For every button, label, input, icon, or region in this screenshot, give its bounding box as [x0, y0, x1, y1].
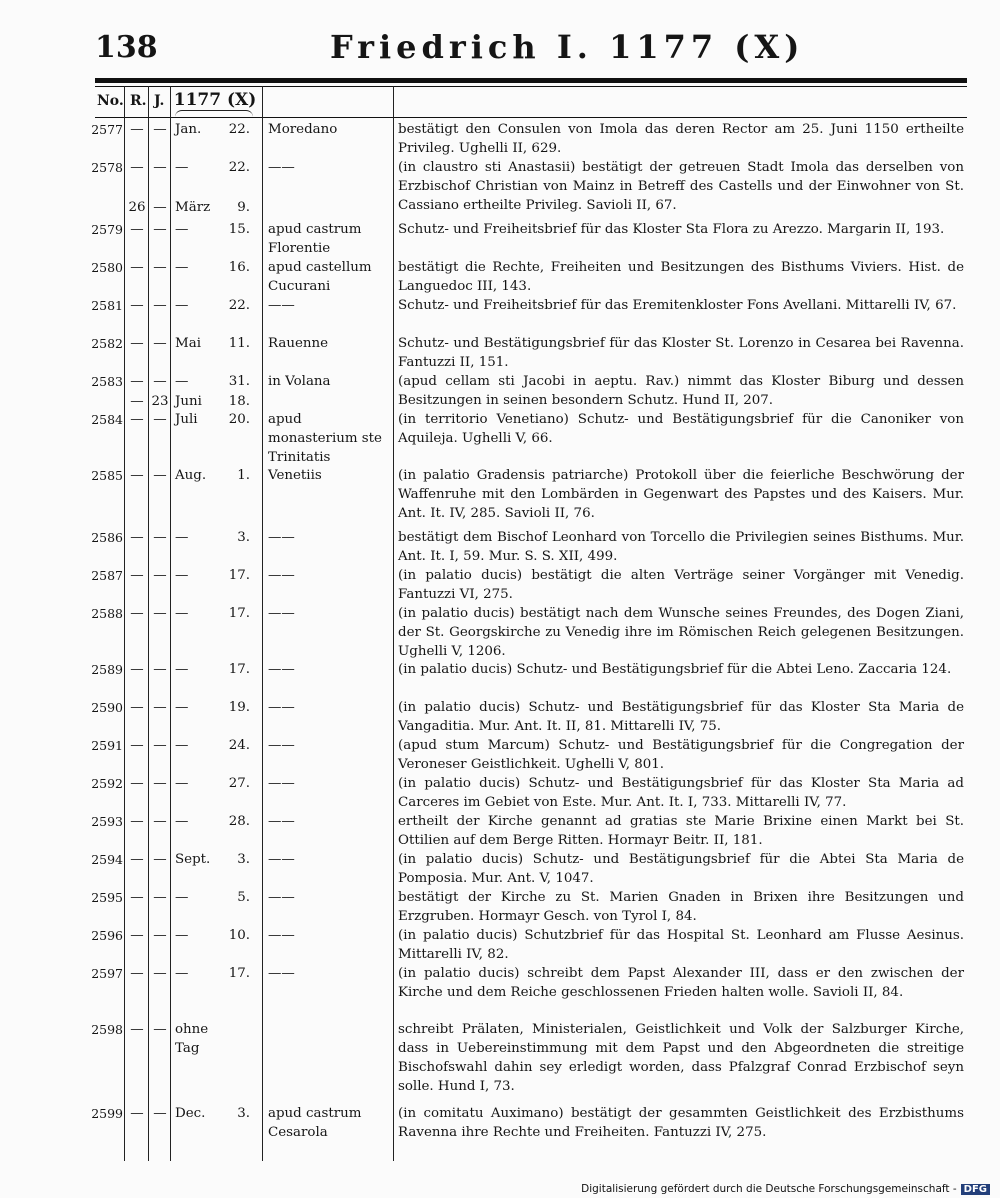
row-text: bestätigt den Consulen von Imola das deren Rector am 25. Juni 1150 ertheilte Privileg. Ughelli II, 629.	[398, 122, 964, 156]
row-place: in Volana	[268, 374, 331, 389]
row-number: 2591	[91, 738, 123, 753]
row-place: ——	[268, 568, 295, 583]
row-j: —	[153, 814, 167, 829]
row-place: ——	[268, 160, 295, 175]
row-j: —	[153, 738, 167, 753]
row-r: —	[130, 776, 144, 791]
row-day: 10.	[228, 928, 250, 943]
row-text: (in claustro sti Anastasii) bestätigt der getreuen Stadt Imola das derselben von Erzbischof Christian von Mainz in Betreff des Castells und der Einwohner von St. Cassiano ertheilte Privileg. Savioli II, 67.	[398, 160, 964, 213]
row-place: ——	[268, 852, 295, 867]
row-j: —	[153, 530, 167, 545]
row-day: 19.	[228, 700, 250, 715]
row-j: —	[153, 200, 167, 215]
row-month: —	[175, 776, 189, 791]
column-header-no: No.	[97, 93, 124, 109]
row-number: 2594	[91, 852, 123, 867]
row-day: 9.	[237, 200, 250, 215]
row-r: —	[130, 412, 144, 427]
row-place: ——	[268, 776, 295, 791]
row-place: apud castrum Florentie	[268, 222, 362, 256]
row-place: ——	[268, 738, 295, 753]
row-number: 2578	[91, 160, 123, 175]
row-day: 22.	[228, 160, 250, 175]
row-number: 2581	[91, 298, 123, 313]
row-day: 17.	[228, 568, 250, 583]
dfg-logo: DFG	[961, 1184, 990, 1195]
row-month: —	[175, 298, 189, 313]
row-j: —	[153, 122, 167, 137]
page-title: Friedrich I. 1177 (X)	[330, 28, 805, 66]
row-day: 18.	[228, 394, 250, 409]
row-text: (in comitatu Auximano) bestätigt der gesammten Geistlichkeit des Erzbisthums Ravenna ihre Rechte und Freiheiten. Fantuzzi IV, 275.	[398, 1106, 964, 1140]
row-j: —	[153, 1022, 167, 1037]
row-j: —	[153, 852, 167, 867]
row-j: —	[153, 890, 167, 905]
row-r: —	[130, 814, 144, 829]
row-number: 2582	[91, 336, 123, 351]
row-place: Rauenne	[268, 336, 329, 351]
row-r: —	[130, 568, 144, 583]
row-place: Venetiis	[268, 468, 322, 483]
row-day: 22.	[228, 122, 250, 137]
row-r: —	[130, 336, 144, 351]
row-day: 22.	[228, 298, 250, 313]
column-header-year: 1177 (X)	[173, 90, 257, 110]
row-day: 27.	[228, 776, 250, 791]
row-r: —	[130, 738, 144, 753]
row-number: 2583	[91, 374, 123, 389]
row-j: —	[153, 700, 167, 715]
row-j: —	[153, 1106, 167, 1121]
row-text: (apud cellam sti Jacobi in aeptu. Rav.) nimmt das Kloster Biburg und dessen Besitzungen in seinen besondern Schutz. Hund II, 207.	[398, 374, 964, 408]
row-number: 2587	[91, 568, 123, 583]
row-month: ohne Tag	[175, 1022, 209, 1056]
row-number: 2588	[91, 606, 123, 621]
row-place: ——	[268, 662, 295, 677]
row-month: Jan.	[175, 122, 202, 137]
row-text: schreibt Prälaten, Ministerialen, Geistlichkeit und Volk der Salzburger Kirche, dass in Uebereinstimmung mit dem Papst und den Abgeordneten die streitige Bischofswahl dahin sey erledigt worden, dass Pfalzgraf Conrad Erzbischof seyn solle. Hund I, 73.	[398, 1022, 964, 1094]
row-j: —	[153, 222, 167, 237]
column-divider	[170, 86, 171, 1161]
row-text: (in palatio ducis) schreibt dem Papst Alexander III, dass er den zwischen der Kirche und dem Reiche geschlossenen Frieden halten wolle. Savioli II, 84.	[398, 966, 964, 1000]
row-j: —	[153, 928, 167, 943]
footer	[560, 1183, 990, 1195]
row-r: —	[130, 606, 144, 621]
row-month: —	[175, 966, 189, 981]
row-r: —	[130, 374, 144, 389]
row-day: 15.	[228, 222, 250, 237]
footer-text: Digitalisierung gefördert durch die Deutsche Forschungsgemeinschaft -	[581, 1183, 957, 1195]
row-r: —	[130, 222, 144, 237]
row-month: —	[175, 928, 189, 943]
table-top-rule	[95, 86, 967, 87]
row-text: (in palatio ducis) Schutz- und Bestätigungsbrief für die Abtei Sta Maria de Pomposia. Mur. Ant. V, 1047.	[398, 852, 964, 886]
row-place: apud castrum Cesarola	[268, 1106, 362, 1140]
row-r: —	[130, 966, 144, 981]
row-text: Schutz- und Freiheitsbrief für das Kloster Sta Flora zu Arezzo. Margarin II, 193.	[398, 222, 945, 237]
row-r: —	[130, 530, 144, 545]
row-j: —	[153, 662, 167, 677]
row-month: —	[175, 606, 189, 621]
row-month: —	[175, 700, 189, 715]
row-j: —	[153, 374, 167, 389]
row-place: ——	[268, 966, 295, 981]
column-header-j: J.	[154, 93, 165, 109]
row-place: apud castellum Cucurani	[268, 260, 372, 294]
row-day: 3.	[237, 852, 250, 867]
row-month: —	[175, 160, 189, 175]
row-day: 24.	[228, 738, 250, 753]
row-r: —	[130, 1022, 144, 1037]
row-j: —	[153, 412, 167, 427]
header-rule	[95, 78, 967, 83]
column-divider	[148, 86, 149, 1161]
row-day: 20.	[228, 412, 250, 427]
row-month: —	[175, 662, 189, 677]
row-number: 2595	[91, 890, 123, 905]
row-text: bestätigt die Rechte, Freiheiten und Besitzungen des Bisthums Viviers. Hist. de Languedoc III, 143.	[398, 260, 964, 294]
row-month: Sept.	[175, 852, 211, 867]
row-number: 2580	[91, 260, 123, 275]
row-place: ——	[268, 530, 295, 545]
row-text: (in palatio ducis) Schutz- und Bestätigungsbrief für das Kloster Sta Maria ad Carceres im Gebiet von Este. Mur. Ant. It. I, 733. Mittarelli IV, 77.	[398, 776, 964, 810]
row-number: 2589	[91, 662, 123, 677]
row-r: —	[130, 928, 144, 943]
row-place: ——	[268, 814, 295, 829]
row-place: Moredano	[268, 122, 338, 137]
row-number: 2596	[91, 928, 123, 943]
row-number: 2586	[91, 530, 123, 545]
row-number: 2585	[91, 468, 123, 483]
row-r: —	[130, 160, 144, 175]
row-j: 23	[151, 394, 169, 409]
row-month: —	[175, 260, 189, 275]
row-month: —	[175, 814, 189, 829]
row-month: Aug.	[175, 468, 207, 483]
row-r: —	[130, 122, 144, 137]
row-text: (in palatio ducis) Schutzbrief für das Hospital St. Leonhard am Flusse Aesinus. Mittarelli IV, 82.	[398, 928, 964, 962]
row-r: —	[130, 260, 144, 275]
row-r: 26	[128, 200, 146, 215]
row-text: (in territorio Venetiano) Schutz- und Bestätigungsbrief für die Canoniker von Aquileja. Ughelli V, 66.	[398, 412, 964, 446]
row-day: 5.	[237, 890, 250, 905]
row-month: —	[175, 568, 189, 583]
row-r: —	[130, 394, 144, 409]
row-month: Juli	[175, 412, 198, 427]
row-place: ——	[268, 928, 295, 943]
row-number: 2579	[91, 222, 123, 237]
row-day: 17.	[228, 966, 250, 981]
row-month: —	[175, 374, 189, 389]
row-text: ertheilt der Kirche genannt ad gratias ste Marie Brixine einen Markt bei St. Ottilien auf dem Berge Ritten. Hormayr Beitr. II, 181.	[398, 814, 964, 848]
row-j: —	[153, 336, 167, 351]
row-place: ——	[268, 890, 295, 905]
row-place: ——	[268, 606, 295, 621]
row-month: —	[175, 222, 189, 237]
row-month: Dec.	[175, 1106, 206, 1121]
row-r: —	[130, 1106, 144, 1121]
row-r: —	[130, 852, 144, 867]
row-text: (in palatio ducis) Schutz- und Bestätigungsbrief für die Abtei Leno. Zaccaria 124.	[398, 662, 952, 677]
row-text: (in palatio ducis) Schutz- und Bestätigungsbrief für das Kloster Sta Maria de Vangaditia. Mur. Ant. It. II, 81. Mittarelli IV, 75.	[398, 700, 964, 734]
year-brace	[175, 110, 253, 117]
column-header-r: R.	[130, 93, 147, 109]
row-day: 17.	[228, 606, 250, 621]
row-j: —	[153, 160, 167, 175]
row-day: 1.	[237, 468, 250, 483]
row-text: bestätigt der Kirche zu St. Marien Gnaden in Brixen ihre Besitzungen und Erzgruben. Hormayr Gesch. von Tyrol I, 84.	[398, 890, 964, 924]
row-j: —	[153, 260, 167, 275]
row-day: 3.	[237, 530, 250, 545]
row-r: —	[130, 298, 144, 313]
row-r: —	[130, 468, 144, 483]
row-j: —	[153, 606, 167, 621]
row-month: —	[175, 890, 189, 905]
row-number: 2584	[91, 412, 123, 427]
row-number: 2592	[91, 776, 123, 791]
row-r: —	[130, 662, 144, 677]
column-divider	[262, 86, 263, 1161]
row-text: Schutz- und Freiheitsbrief für das Eremitenkloster Fons Avellani. Mittarelli IV, 67.	[398, 298, 957, 313]
row-j: —	[153, 468, 167, 483]
row-place: ——	[268, 700, 295, 715]
page-number: 138	[95, 30, 158, 65]
row-text: (in palatio Gradensis patriarche) Protokoll über die feierliche Beschwörung der Waffenruhe mit den Lombärden in Gegenwart des Papstes und des Kaisers. Mur. Ant. It. IV, 285. Savioli II, 76.	[398, 468, 964, 521]
row-number: 2593	[91, 814, 123, 829]
row-j: —	[153, 966, 167, 981]
row-day: 17.	[228, 662, 250, 677]
row-text: (in palatio ducis) bestätigt die alten Verträge seiner Vorgänger mit Venedig. Fantuzzi VI, 275.	[398, 568, 964, 602]
row-place: ——	[268, 298, 295, 313]
row-month: Mai	[175, 336, 201, 351]
row-month: —	[175, 530, 189, 545]
row-month: Juni	[175, 394, 202, 409]
row-text: bestätigt dem Bischof Leonhard von Torcello die Privilegien seines Bisthums. Mur. Ant. It. I, 59. Mur. S. S. XII, 499.	[398, 530, 964, 564]
row-number: 2597	[91, 966, 123, 981]
column-divider	[393, 86, 394, 1161]
row-r: —	[130, 890, 144, 905]
row-j: —	[153, 776, 167, 791]
row-day: 3.	[237, 1106, 250, 1121]
row-j: —	[153, 568, 167, 583]
row-number: 2577	[91, 122, 123, 137]
row-number: 2598	[91, 1022, 123, 1037]
row-day: 11.	[228, 336, 250, 351]
row-j: —	[153, 298, 167, 313]
row-month: März	[175, 200, 211, 215]
row-text: Schutz- und Bestätigungsbrief für das Kloster St. Lorenzo in Cesarea bei Ravenna. Fantuzzi II, 151.	[398, 336, 964, 370]
row-number: 2590	[91, 700, 123, 715]
table-header-rule	[95, 117, 967, 118]
row-r: —	[130, 700, 144, 715]
row-day: 28.	[228, 814, 250, 829]
row-day: 16.	[228, 260, 250, 275]
row-number: 2599	[91, 1106, 123, 1121]
row-text: (apud stum Marcum) Schutz- und Bestätigungsbrief für die Congregation der Veroneser Geistlichkeit. Ughelli V, 801.	[398, 738, 964, 772]
row-month: —	[175, 738, 189, 753]
column-divider	[124, 86, 125, 1161]
row-place: apud monasterium ste Trinitatis	[268, 412, 382, 465]
row-text: (in palatio ducis) bestätigt nach dem Wunsche seines Freundes, des Dogen Ziani, der St. Georgskirche zu Venedig ihre im Römischen Reich gelegenen Besitzungen. Ughelli V, 1206.	[398, 606, 964, 659]
row-day: 31.	[228, 374, 250, 389]
